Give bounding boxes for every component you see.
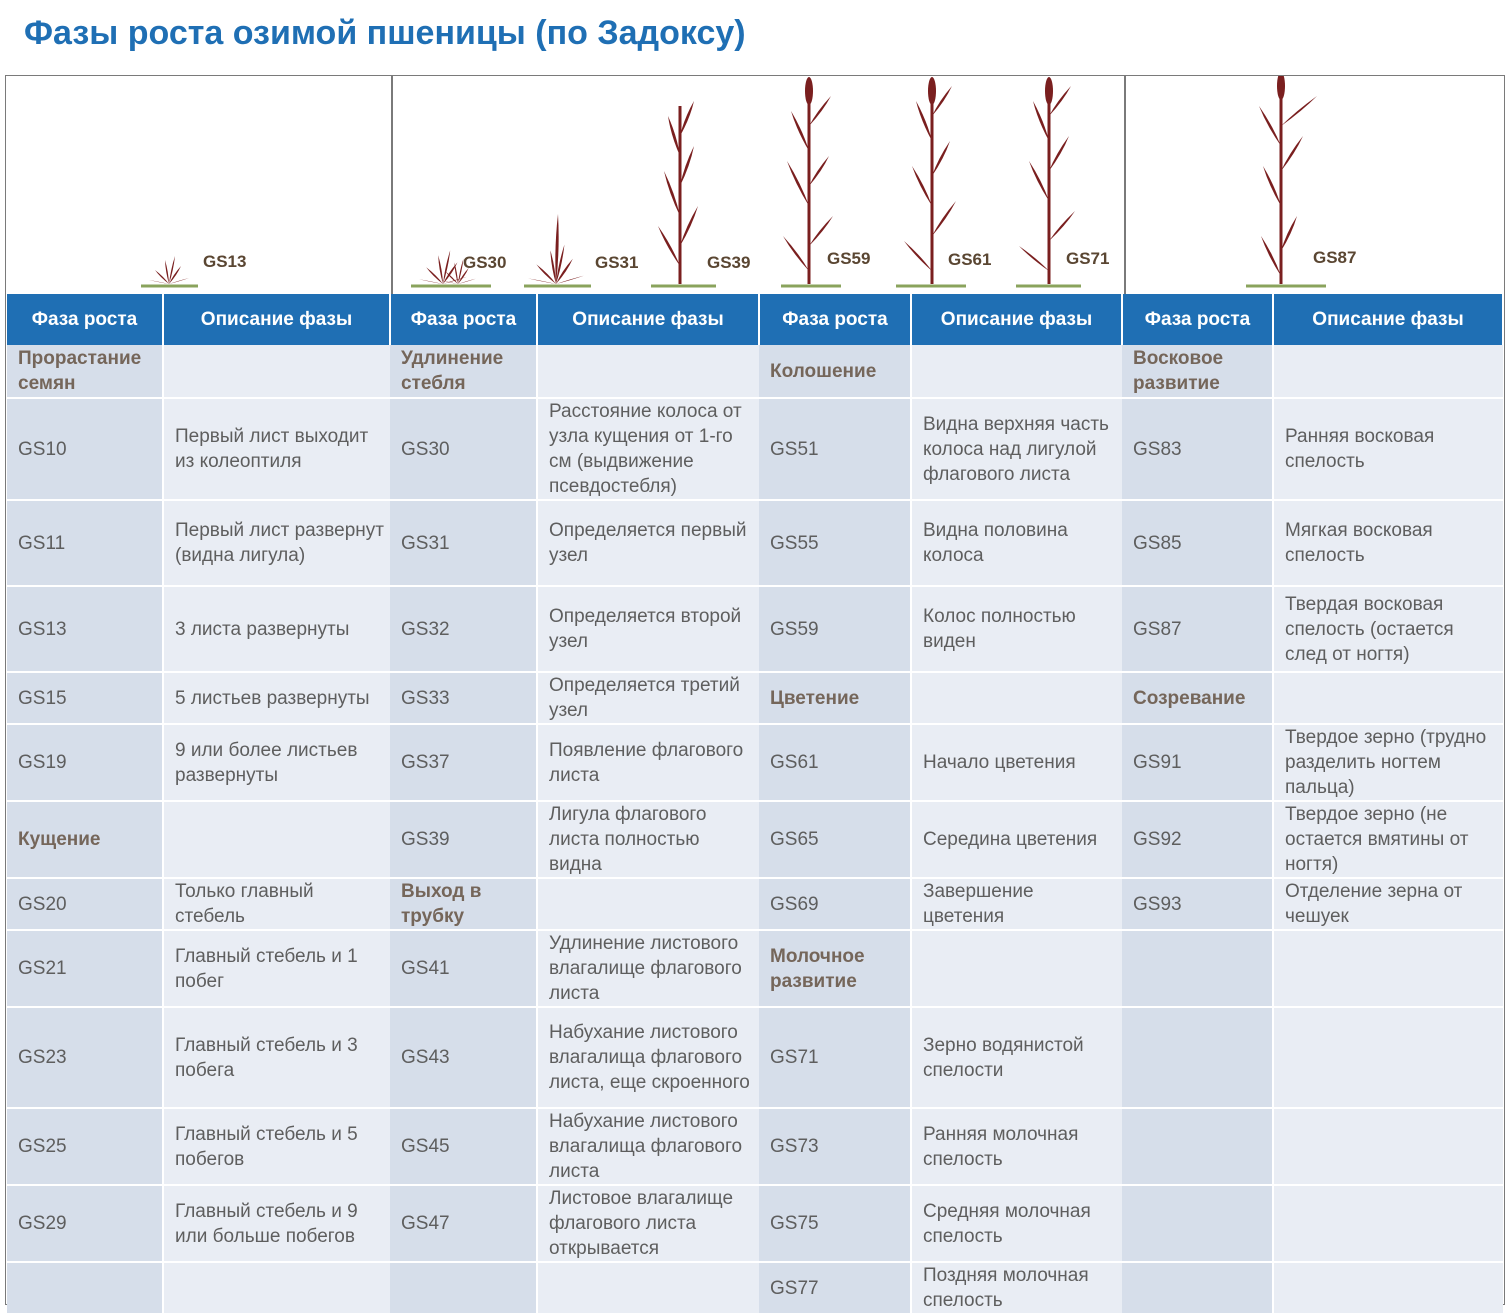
stage-description-cell: Лигула флагового листа полностью видна bbox=[537, 801, 759, 878]
stage-code-cell bbox=[1122, 1007, 1273, 1108]
stage-code-cell: GS73 bbox=[759, 1108, 911, 1185]
table-row bbox=[7, 724, 1503, 801]
stage-description-cell: Главный стебель и 1 побег bbox=[163, 930, 390, 1007]
plant-label-gs31: GS31 bbox=[595, 253, 639, 272]
growth-stages-table bbox=[7, 294, 1504, 1315]
table-row bbox=[7, 1007, 1503, 1108]
leaf-shape bbox=[680, 101, 694, 136]
stage-code-cell: GS43 bbox=[390, 1007, 537, 1108]
leaf-shape bbox=[668, 116, 680, 156]
page-title: Фазы роста озимой пшеницы (по Задоксу) bbox=[24, 14, 746, 52]
stage-code-cell: GS13 bbox=[7, 586, 163, 672]
stage-code-cell: GS11 bbox=[7, 500, 163, 586]
stage-code-cell: GS39 bbox=[390, 801, 537, 878]
leaf-shape bbox=[809, 216, 833, 246]
stage-code-cell: GS21 bbox=[7, 930, 163, 1007]
stage-code-cell: GS75 bbox=[759, 1185, 911, 1262]
stage-description-cell bbox=[537, 878, 759, 930]
stage-code-cell: GS87 bbox=[1122, 586, 1273, 672]
stage-code-cell: GS45 bbox=[390, 1108, 537, 1185]
table-row bbox=[7, 586, 1503, 672]
leaf-shape bbox=[1033, 101, 1049, 141]
stage-description-cell: Отделение зерна от чешуек bbox=[1273, 878, 1503, 930]
leaf-shape bbox=[680, 146, 694, 186]
stage-description-cell: Ранняя молочная спелость bbox=[911, 1108, 1122, 1185]
table-row bbox=[7, 878, 1503, 930]
stage-code-cell: GS30 bbox=[390, 398, 537, 500]
stage-description-cell: 9 или более листьев развернуты bbox=[163, 724, 390, 801]
leaf-shape bbox=[809, 156, 829, 186]
stage-description-cell bbox=[163, 345, 390, 398]
stage-code-cell: GS55 bbox=[759, 500, 911, 586]
stage-code-cell: GS47 bbox=[390, 1185, 537, 1262]
plant-label-gs71: GS71 bbox=[1066, 249, 1110, 268]
stage-code-cell: GS31 bbox=[390, 500, 537, 586]
table-row bbox=[7, 1185, 1503, 1262]
stage-code-cell: GS32 bbox=[390, 586, 537, 672]
leaf-shape bbox=[787, 161, 809, 206]
stage-code-cell: GS61 bbox=[759, 724, 911, 801]
stage-description-cell bbox=[537, 1262, 759, 1314]
wheat-ear bbox=[805, 77, 813, 105]
stage-description-cell: Твердая восковая спелость (остается след от ногтя) bbox=[1273, 586, 1503, 672]
stage-description-cell: Определяется первый узел bbox=[537, 500, 759, 586]
leaf-shape bbox=[1281, 216, 1297, 251]
leaf-shape bbox=[809, 96, 831, 126]
stage-code-cell: GS20 bbox=[7, 878, 163, 930]
leaf-shape bbox=[680, 206, 698, 246]
stage-description-cell: Начало цветения bbox=[911, 724, 1122, 801]
table-row bbox=[7, 801, 1503, 878]
stage-description-cell: Только главный стебель bbox=[163, 878, 390, 930]
stage-description-cell: Расстояние колоса от узла кущения от 1-го см (выдвижение псевдостебля) bbox=[537, 398, 759, 500]
stage-description-cell: Главный стебель и 5 побегов bbox=[163, 1108, 390, 1185]
stage-description-cell: Удлинение листового влагалище флагового листа bbox=[537, 930, 759, 1007]
stage-code-cell: GS37 bbox=[390, 724, 537, 801]
table-row bbox=[7, 500, 1503, 586]
column-header-description: Описание фазы bbox=[911, 294, 1122, 345]
stage-description-cell bbox=[911, 672, 1122, 724]
leaf-shape bbox=[658, 226, 680, 266]
column-header-phase: Фаза роста bbox=[1122, 294, 1273, 345]
plant-label-gs39: GS39 bbox=[707, 253, 751, 272]
leaf-shape bbox=[1019, 246, 1049, 271]
stage-code-cell: GS51 bbox=[759, 398, 911, 500]
stage-description-cell: Колос полностью виден bbox=[911, 586, 1122, 672]
stage-description-cell bbox=[1273, 1185, 1503, 1262]
stage-description-cell: 5 листьев развернуты bbox=[163, 672, 390, 724]
stage-code-cell: GS71 bbox=[759, 1007, 911, 1108]
stage-code-cell: GS29 bbox=[7, 1185, 163, 1262]
plant-label-gs13: GS13 bbox=[203, 252, 247, 271]
stage-description-cell bbox=[1273, 1007, 1503, 1108]
phase-name-cell: Цветение bbox=[759, 672, 911, 724]
plant-label-gs87: GS87 bbox=[1313, 248, 1357, 267]
leaf-shape bbox=[783, 236, 809, 271]
stage-description-cell: Видна половина колоса bbox=[911, 500, 1122, 586]
stage-description-cell bbox=[911, 930, 1122, 1007]
stage-description-cell: Определяется третий узел bbox=[537, 672, 759, 724]
stage-code-cell: GS15 bbox=[7, 672, 163, 724]
leaf-shape bbox=[1261, 236, 1281, 276]
phase-name-cell: Восковое развитие bbox=[1122, 345, 1273, 398]
stage-description-cell: Твердое зерно (трудно разделить ногтем пальца) bbox=[1273, 724, 1503, 801]
stage-code-cell: GS91 bbox=[1122, 724, 1273, 801]
stage-description-cell: Поздняя молочная спелость bbox=[911, 1262, 1122, 1314]
stage-description-cell bbox=[1273, 1262, 1503, 1314]
table-row bbox=[7, 672, 1503, 724]
stage-code-cell bbox=[1122, 1185, 1273, 1262]
stage-code-cell: GS59 bbox=[759, 586, 911, 672]
leaf-shape bbox=[791, 111, 809, 151]
stage-description-cell bbox=[163, 1262, 390, 1314]
leaf-shape bbox=[1281, 96, 1317, 126]
stage-description-cell: Листовое влагалище флагового листа открывается bbox=[537, 1185, 759, 1262]
stage-code-cell: GS92 bbox=[1122, 801, 1273, 878]
stage-description-cell: Середина цветения bbox=[911, 801, 1122, 878]
column-header-phase: Фаза роста bbox=[7, 294, 163, 345]
stage-description-cell bbox=[537, 345, 759, 398]
stage-description-cell: Появление флагового листа bbox=[537, 724, 759, 801]
leaf-shape bbox=[912, 166, 932, 206]
leaf-shape bbox=[1029, 161, 1049, 201]
column-header-description: Описание фазы bbox=[1273, 294, 1503, 345]
column-header-description: Описание фазы bbox=[163, 294, 390, 345]
stage-code-cell: GS85 bbox=[1122, 500, 1273, 586]
stage-description-cell: Зерно водянистой спелости bbox=[911, 1007, 1122, 1108]
phase-name-cell: Созревание bbox=[1122, 672, 1273, 724]
stage-description-cell: Набухание листового влагалища флагового листа, еще скроенного bbox=[537, 1007, 759, 1108]
phase-name-cell: Кущение bbox=[7, 801, 163, 878]
stage-code-cell: GS10 bbox=[7, 398, 163, 500]
leaf-shape bbox=[664, 171, 680, 216]
column-header-phase: Фаза роста bbox=[390, 294, 537, 345]
table-row bbox=[7, 1262, 1503, 1314]
column-header-phase: Фаза роста bbox=[759, 294, 911, 345]
plant-label-gs30: GS30 bbox=[463, 253, 507, 272]
stage-description-cell: Первый лист выходит из колеоптиля bbox=[163, 398, 390, 500]
phase-name-cell: Выход в трубку bbox=[390, 878, 537, 930]
stage-code-cell bbox=[390, 1262, 537, 1314]
stage-description-cell: Видна верхняя часть колоса над лигулой флагового листа bbox=[911, 398, 1122, 500]
leaf-shape bbox=[932, 141, 950, 176]
stage-description-cell bbox=[1273, 930, 1503, 1007]
table-row bbox=[7, 345, 1503, 398]
stage-description-cell: Твердое зерно (не остается вмятины от ногтя) bbox=[1273, 801, 1503, 878]
stage-description-cell bbox=[163, 801, 390, 878]
phase-name-cell: Колошение bbox=[759, 345, 911, 398]
stage-description-cell: Средняя молочная спелость bbox=[911, 1185, 1122, 1262]
leaf-shape bbox=[1281, 136, 1303, 171]
stage-code-cell bbox=[7, 1262, 163, 1314]
table-row bbox=[7, 1108, 1503, 1185]
stage-description-cell bbox=[1273, 345, 1503, 398]
leaf-shape bbox=[1259, 106, 1281, 146]
stage-description-cell: Главный стебель и 9 или больше побегов bbox=[163, 1185, 390, 1262]
leaf-shape bbox=[904, 241, 932, 271]
stage-code-cell bbox=[1122, 930, 1273, 1007]
wheat-ear bbox=[1277, 76, 1285, 100]
plant-label-gs59: GS59 bbox=[827, 249, 871, 268]
stage-code-cell: GS41 bbox=[390, 930, 537, 1007]
stage-code-cell: GS83 bbox=[1122, 398, 1273, 500]
leaf-shape bbox=[916, 101, 932, 141]
stage-code-cell: GS25 bbox=[7, 1108, 163, 1185]
leaf-shape bbox=[1049, 136, 1069, 171]
stage-description-cell: Главный стебель и 3 побега bbox=[163, 1007, 390, 1108]
stage-code-cell: GS69 bbox=[759, 878, 911, 930]
stage-code-cell: GS23 bbox=[7, 1007, 163, 1108]
stage-description-cell: 3 листа развернуты bbox=[163, 586, 390, 672]
stage-description-cell bbox=[911, 345, 1122, 398]
phase-name-cell: Удлинение стебля bbox=[390, 345, 537, 398]
stage-code-cell: GS19 bbox=[7, 724, 163, 801]
leaf-shape bbox=[1263, 166, 1281, 206]
leaf-shape bbox=[932, 201, 956, 236]
table-row bbox=[7, 930, 1503, 1007]
phase-name-cell: Молочное развитие bbox=[759, 930, 911, 1007]
stage-description-cell bbox=[1273, 672, 1503, 724]
stage-description-cell: Завершение цветения bbox=[911, 878, 1122, 930]
column-header-description: Описание фазы bbox=[537, 294, 759, 345]
stage-description-cell: Ранняя восковая спелость bbox=[1273, 398, 1503, 500]
growth-stage-illustrations bbox=[6, 76, 1504, 294]
stage-description-cell: Определяется второй узел bbox=[537, 586, 759, 672]
stage-code-cell: GS93 bbox=[1122, 878, 1273, 930]
leaf-shape bbox=[1049, 211, 1075, 241]
wheat-ear bbox=[1045, 77, 1053, 105]
stage-description-cell: Мягкая восковая спелость bbox=[1273, 500, 1503, 586]
stage-code-cell bbox=[1122, 1108, 1273, 1185]
stage-code-cell: GS77 bbox=[759, 1262, 911, 1314]
stage-code-cell: GS33 bbox=[390, 672, 537, 724]
stage-description-cell: Набухание листового влагалища флагового листа bbox=[537, 1108, 759, 1185]
plant-label-gs61: GS61 bbox=[948, 250, 992, 269]
stage-description-cell: Первый лист развернут (видна лигула) bbox=[163, 500, 390, 586]
wheat-ear bbox=[928, 77, 936, 105]
table-row bbox=[7, 398, 1503, 500]
stage-code-cell: GS65 bbox=[759, 801, 911, 878]
phase-name-cell: Прорастание семян bbox=[7, 345, 163, 398]
stage-code-cell bbox=[1122, 1262, 1273, 1314]
stage-description-cell bbox=[1273, 1108, 1503, 1185]
